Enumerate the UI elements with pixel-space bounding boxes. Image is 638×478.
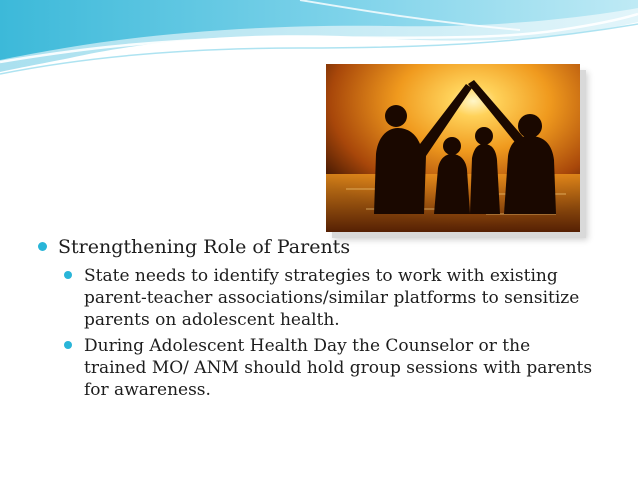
bullet-dot-icon — [38, 242, 47, 251]
sub-bullet — [62, 265, 596, 331]
family-silhouette-sunset-photo-icon — [326, 64, 580, 232]
sub-bullet-text: State needs to identify strategies to work with existing parent-teacher associations/similar platforms to sensitize parents on adolescent health. — [84, 266, 580, 330]
main-bullet-text: Strengthening Role of Parents — [58, 236, 351, 258]
sub-bullet — [62, 335, 596, 401]
main-bullet — [36, 235, 596, 259]
bullet-dot-icon — [64, 341, 72, 349]
bullet-dot-icon — [64, 271, 72, 279]
sub-bullet-text: During Adolescent Health Day the Counselor or the trained MO/ ANM should hold group sessions with parents for awareness. — [84, 336, 593, 400]
family-photo — [326, 64, 580, 232]
bullet-content — [36, 235, 596, 405]
